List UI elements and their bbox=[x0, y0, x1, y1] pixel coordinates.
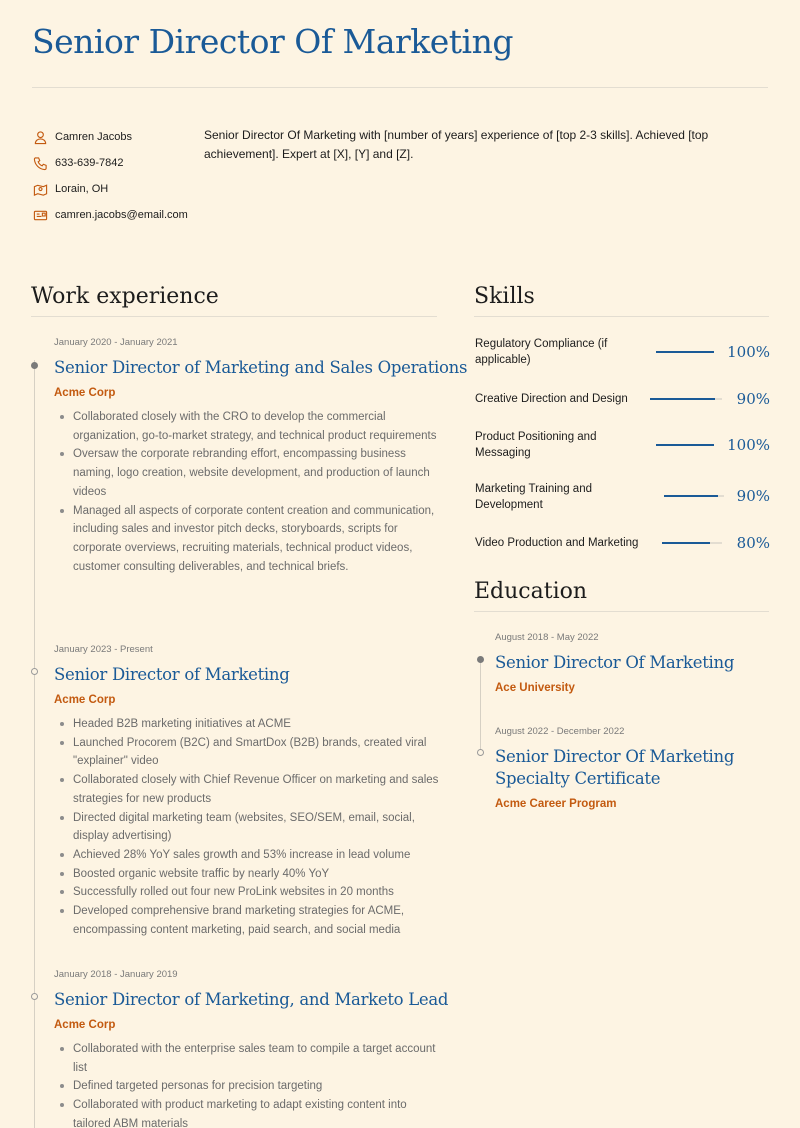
skills-divider bbox=[474, 316, 769, 317]
contact-email[interactable]: camren.jacobs@email.com bbox=[55, 209, 188, 221]
skill-bar bbox=[656, 444, 714, 446]
education-timeline bbox=[480, 660, 481, 750]
skill-row bbox=[475, 534, 770, 554]
work-bullet: Successfully rolled out four new ProLink websites in 20 months bbox=[54, 883, 439, 902]
contact-info bbox=[33, 124, 203, 228]
skill-bar bbox=[664, 495, 724, 497]
work-bullet: Collaborated with the enterprise sales team to compile a target account list bbox=[54, 1040, 439, 1077]
skill-name: Product Positioning and Messaging bbox=[475, 431, 597, 459]
skill-percent: 90% bbox=[736, 390, 770, 408]
education-dates: August 2022 - December 2022 bbox=[495, 726, 625, 737]
education-divider bbox=[474, 611, 769, 612]
skill-bar-fill bbox=[650, 398, 715, 400]
education-heading: Education bbox=[474, 579, 588, 604]
contact-name-row bbox=[33, 124, 203, 150]
timeline-dot bbox=[477, 749, 484, 756]
skill-name: Regulatory Compliance (if applicable) bbox=[475, 338, 608, 366]
education-title: Senior Director Of Marketing Specialty Certificate bbox=[495, 747, 735, 788]
skill-name: Marketing Training and Development bbox=[475, 483, 592, 511]
work-experience-heading: Work experience bbox=[31, 284, 219, 309]
work-bullet: Managed all aspects of corporate content creation and communication, including sales and investor pitch decks, storyboards, scripts for corporate overviews, recruiting materials, technical product videos, customer consulting deliverables, and technical briefs. bbox=[54, 502, 439, 577]
email-icon bbox=[33, 208, 48, 223]
work-dates: January 2018 - January 2019 bbox=[54, 969, 178, 980]
work-bullet: Collaborated closely with Chief Revenue Officer on marketing and sales strategies for new products bbox=[54, 771, 439, 808]
contact-email-row bbox=[33, 202, 203, 228]
timeline-dot-current bbox=[31, 362, 38, 369]
work-dates: January 2023 - Present bbox=[54, 644, 153, 655]
work-bullets bbox=[54, 1040, 439, 1128]
work-entry bbox=[54, 337, 468, 576]
skill-bar-fill bbox=[662, 542, 710, 544]
skill-bar-fill bbox=[664, 495, 718, 497]
work-bullet: Launched Procorem (B2C) and SmartDox (B2B) brands, created viral "explainer" video bbox=[54, 734, 439, 771]
work-bullet: Collaborated closely with the CRO to develop the commercial organization, go-to-market strategy, and technical product requirements bbox=[54, 408, 439, 445]
skill-row bbox=[475, 481, 770, 515]
work-bullet: Achieved 28% YoY sales growth and 53% increase in lead volume bbox=[54, 846, 439, 865]
work-title: Senior Director of Marketing bbox=[54, 665, 290, 684]
skill-bar-fill bbox=[656, 444, 714, 446]
contact-location-row bbox=[33, 176, 203, 202]
work-bullet: Headed B2B marketing initiatives at ACME bbox=[54, 715, 439, 734]
education-entry bbox=[495, 632, 770, 694]
work-title: Senior Director of Marketing and Sales Operations bbox=[54, 358, 468, 377]
work-bullet: Developed comprehensive brand marketing strategies for ACME, encompassing content marketing, paid search, and social media bbox=[54, 902, 439, 939]
skill-name: Creative Direction and Design bbox=[475, 393, 628, 405]
work-company: Acme Corp bbox=[54, 694, 116, 706]
education-school: Acme Career Program bbox=[495, 798, 617, 810]
profile-summary: Senior Director Of Marketing with [number of years] experience of [top 2-3 skills]. Achieved [top achievement]. Expert at [X], [Y] and [Z]. bbox=[204, 128, 709, 161]
work-bullet: Directed digital marketing team (websites, SEO/SEM, email, social, display advertising) bbox=[54, 809, 439, 846]
work-bullet: Collaborated with product marketing to adapt existing content into tailored ABM materials bbox=[54, 1096, 439, 1128]
contact-phone-row bbox=[33, 150, 203, 176]
header-divider bbox=[32, 87, 768, 88]
work-bullets bbox=[54, 715, 439, 939]
page-title: Senior Director Of Marketing bbox=[32, 22, 513, 61]
work-entry bbox=[54, 644, 439, 939]
work-title: Senior Director of Marketing, and Marketo Lead bbox=[54, 990, 449, 1009]
work-company: Acme Corp bbox=[54, 1019, 116, 1031]
skill-bar bbox=[650, 398, 722, 400]
phone-icon bbox=[33, 156, 48, 171]
timeline-dot-current bbox=[477, 656, 484, 663]
timeline-dot bbox=[31, 668, 38, 675]
skill-percent: 100% bbox=[727, 436, 770, 454]
contact-name: Camren Jacobs bbox=[55, 131, 133, 143]
work-company: Acme Corp bbox=[54, 387, 116, 399]
skill-bar bbox=[656, 351, 714, 353]
work-timeline bbox=[34, 360, 35, 1128]
work-dates: January 2020 - January 2021 bbox=[54, 337, 178, 348]
work-bullets bbox=[54, 408, 439, 576]
skill-bar bbox=[662, 542, 722, 544]
work-bullet: Defined targeted personas for precision targeting bbox=[54, 1077, 439, 1096]
skill-bar-fill bbox=[656, 351, 714, 353]
skill-name: Video Production and Marketing bbox=[475, 537, 639, 549]
contact-location: Lorain, OH bbox=[55, 183, 109, 195]
education-entry bbox=[495, 726, 770, 810]
skill-percent: 80% bbox=[736, 534, 770, 552]
work-entry bbox=[54, 969, 449, 1128]
skills-heading: Skills bbox=[474, 284, 535, 309]
education-dates: August 2018 - May 2022 bbox=[495, 632, 599, 643]
education-title: Senior Director Of Marketing bbox=[495, 653, 735, 672]
timeline-dot bbox=[31, 993, 38, 1000]
skill-percent: 90% bbox=[736, 487, 770, 505]
contact-phone[interactable]: 633-639-7842 bbox=[55, 157, 124, 169]
skill-percent: 100% bbox=[727, 343, 770, 361]
work-bullet: Boosted organic website traffic by nearly 40% YoY bbox=[54, 865, 439, 884]
map-icon bbox=[33, 182, 48, 197]
work-experience-divider bbox=[31, 316, 437, 317]
education-school: Ace University bbox=[495, 682, 575, 694]
skill-row bbox=[475, 336, 770, 370]
skill-row bbox=[475, 390, 770, 410]
skill-row bbox=[475, 429, 770, 463]
person-icon bbox=[33, 130, 48, 145]
work-bullet: Oversaw the corporate rebranding effort, encompassing business naming, logo creation, website development, and production of launch videos bbox=[54, 445, 439, 501]
